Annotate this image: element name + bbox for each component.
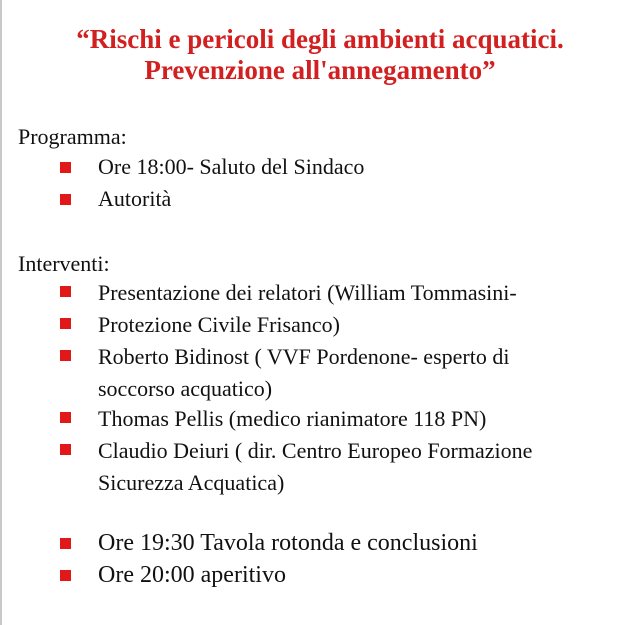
square-bullet-icon <box>60 444 71 455</box>
square-bullet-icon <box>60 286 71 297</box>
square-bullet-icon <box>60 350 71 361</box>
item-line: Roberto Bidinost ( VVF Pordenone- esperto di <box>98 344 510 369</box>
square-bullet-icon <box>60 412 71 423</box>
square-bullet-icon <box>60 162 71 173</box>
interventi-item-text <box>98 403 486 435</box>
programma-item-text: Ore 18:00- Saluto del Sindaco <box>98 154 365 179</box>
interventi-item-text <box>98 341 509 405</box>
page-left-border <box>0 0 2 625</box>
title-line-1: “Rischi e pericoli degli ambienti acquatici. <box>76 24 564 54</box>
square-bullet-icon <box>60 538 71 549</box>
title-line-2: Prevenzione all'annegamento” <box>144 55 496 85</box>
square-bullet-icon <box>60 194 71 205</box>
item-line: Sicurezza Acquatica) <box>98 470 285 495</box>
interventi-item-text <box>98 309 340 341</box>
item-line: Claudio Deiuri ( dir. Centro Europeo Formazione <box>98 438 533 463</box>
closing-item-text: Ore 20:00 aperitivo <box>98 562 286 588</box>
interventi-label: Interventi: <box>18 251 110 276</box>
programma-label: Programma: <box>18 124 127 149</box>
square-bullet-icon <box>60 318 71 329</box>
square-bullet-icon <box>60 570 71 581</box>
item-line: Presentazione dei relatori (William Tommasini- <box>98 280 517 305</box>
closing-item-text: Ore 19:30 Tavola rotonda e conclusioni <box>98 530 478 556</box>
page-title <box>0 24 640 86</box>
interventi-item-text <box>98 435 532 499</box>
programma-item-text: Autorità <box>98 186 172 211</box>
interventi-item-text <box>98 277 517 309</box>
item-line: Thomas Pellis (medico rianimatore 118 PN) <box>98 406 487 431</box>
item-line: soccorso acquatico) <box>98 376 273 401</box>
item-line: Protezione Civile Frisanco) <box>98 312 340 337</box>
